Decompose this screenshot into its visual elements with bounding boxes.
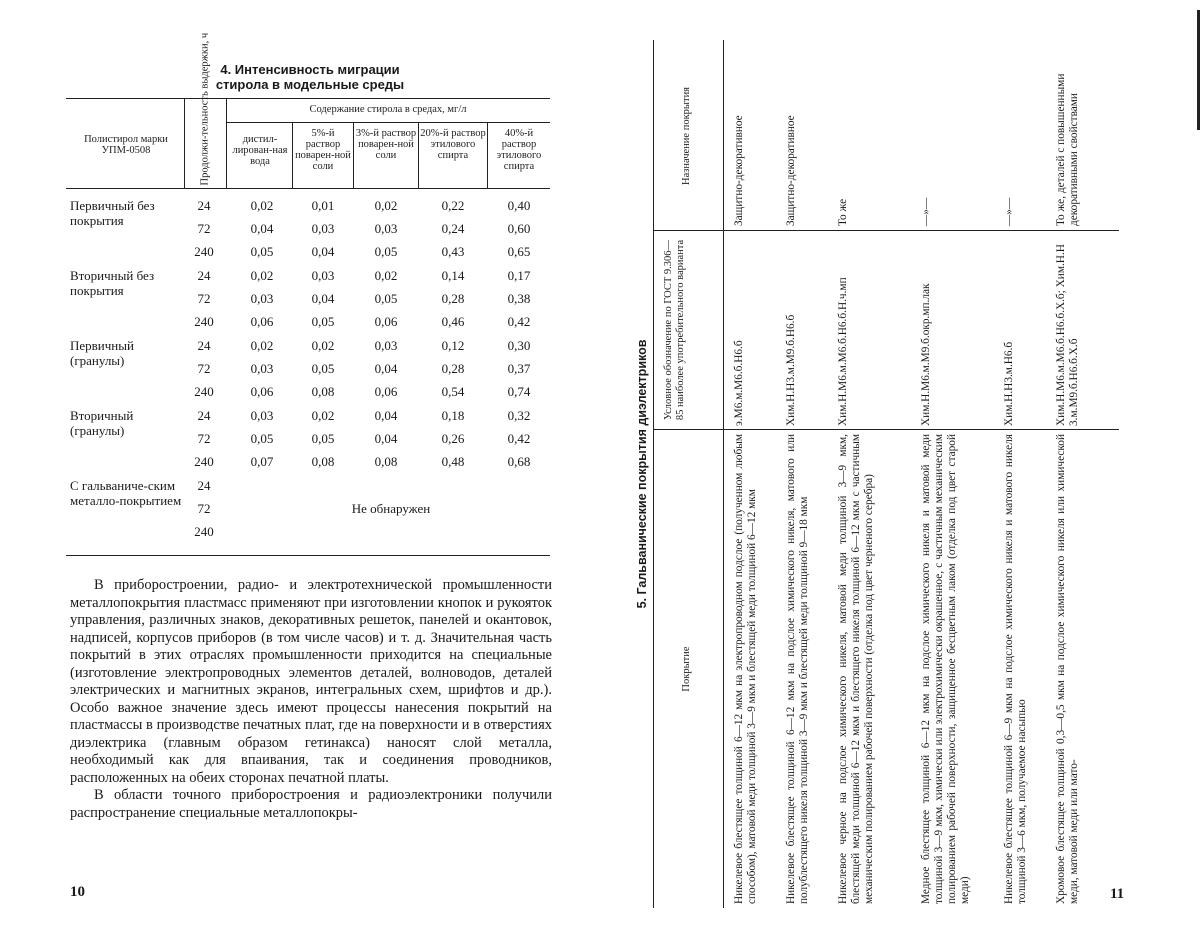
page-number: 10 (70, 884, 85, 900)
value-cell: 0,42 (507, 431, 531, 446)
value-cell: 0,08 (311, 384, 335, 399)
value-cell: 0,06 (250, 384, 274, 399)
value-cell: 0,03 (311, 268, 335, 283)
value-cell: 0,06 (374, 314, 398, 329)
duration-cell: 24 (197, 478, 211, 493)
group-name: Вторичный без покрытия (70, 268, 155, 298)
value-cell: 0,04 (311, 244, 335, 259)
value-cell: 0,28 (441, 291, 465, 306)
value-cell: 0,06 (374, 384, 398, 399)
header-polystyrene: Полистирол марки УПМ-0508 (84, 134, 168, 156)
designation-cell: Хим.Н.М6.м.М9.б.окр.мп.лак (920, 283, 932, 426)
value-cell: 0,02 (250, 338, 274, 353)
designation-cell: Хим.Н.М6.м.М6.б.Н6.б.Н.ч.мп (837, 277, 849, 426)
value-cell: 0,04 (374, 408, 398, 423)
group-name: Первичный (гранулы) (70, 338, 134, 368)
body-text (70, 577, 552, 822)
purpose-cell: Защитно-декоративное (785, 115, 797, 226)
value-cell: 0,05 (374, 291, 398, 306)
header-purpose: Назначение покрытия (681, 86, 692, 186)
purpose-cell: Защитно-декоративное (733, 115, 745, 226)
table4-title-line: 4. Интенсивность миграции (220, 62, 400, 77)
header-medium: 20%-й раствор этилового спирта (420, 128, 486, 161)
duration-cell: 24 (197, 408, 211, 423)
value-cell: 0,03 (374, 221, 398, 236)
value-cell: 0,42 (507, 314, 531, 329)
value-cell: 0,04 (250, 221, 274, 236)
value-cell: 0,04 (374, 431, 398, 446)
header-cover: Покрытие (681, 646, 692, 692)
not-found-note: Не обнаружен (351, 501, 431, 516)
header-medium: 5%-й раствор поварен-ной соли (295, 128, 351, 172)
header-medium: 3%-й раствор поварен-ной соли (355, 128, 417, 161)
designation-cell: Хим.Н.М6.м.М6.б.Н6.б.Х.б; Хим.Н.Н3.м.М9.б.Н6.б.Х.б (1055, 244, 1080, 426)
duration-cell: 72 (197, 501, 211, 516)
value-cell: 0,04 (311, 291, 335, 306)
cover-cell: Никелевое блестящее толщиной 6—9 мкм на подслое химического никеля и матового никеля толщиной 3—6 мкм, получаемое насыпью (1003, 434, 1028, 904)
purpose-cell: То же (837, 198, 849, 226)
value-cell: 0,03 (311, 221, 335, 236)
value-cell: 0,60 (507, 221, 531, 236)
value-cell: 0,03 (250, 408, 274, 423)
group-name: С гальваниче-ским металло-покрытием (70, 478, 182, 508)
table5-title: 5. Гальванические покрытия диэлектриков (635, 339, 649, 609)
header-designation: Условное обозначение по ГОСТ 9.306—85 наиболее употребительного варианта (663, 239, 686, 421)
value-cell: 0,28 (441, 361, 465, 376)
value-cell: 0,30 (507, 338, 531, 353)
cover-cell: Никелевое блестящее толщиной 6—12 мкм на электропроводном подслое (полученном любым способом), матовой меди толщиной 3—9 мкм и блестящей меди толщиной 6—12 мкм (733, 434, 758, 904)
value-cell: 0,74 (507, 384, 531, 399)
table-header-rule (66, 188, 550, 189)
table4-title (70, 62, 550, 92)
duration-cell: 24 (197, 338, 211, 353)
duration-cell: 240 (194, 524, 214, 539)
value-cell: 0,05 (374, 244, 398, 259)
value-cell: 0,03 (250, 361, 274, 376)
value-cell: 0,05 (311, 361, 335, 376)
duration-cell: 24 (197, 268, 211, 283)
value-cell: 0,68 (507, 454, 531, 469)
duration-cell: 240 (194, 314, 214, 329)
cover-cell: Медное блестящее толщиной 6—12 мкм на подслое химического никеля и матовой меди толщиной 3—9 мкм, химически или электрохимически окрашенное, с частичным механическим полированием рабочей поверхности, защищенное бесцветным лаком (отделка под цвет старой меди) (920, 434, 971, 904)
value-cell: 0,05 (311, 431, 335, 446)
duration-cell: 72 (197, 221, 211, 236)
value-cell: 0,08 (311, 454, 335, 469)
duration-cell: 72 (197, 361, 211, 376)
value-cell: 0,02 (311, 408, 335, 423)
value-cell: 0,12 (441, 338, 465, 353)
paragraph: В области точного приборостроения и радиоэлектроники получили распространение специальные металлопокры- (70, 787, 552, 821)
value-cell: 0,43 (441, 244, 465, 259)
header-duration: Продолжи-тельность выдержки, ч (199, 32, 211, 186)
value-cell: 0,46 (441, 314, 465, 329)
value-cell: 0,08 (374, 454, 398, 469)
value-cell: 0,32 (507, 408, 531, 423)
duration-cell: 24 (197, 198, 211, 213)
duration-cell: 240 (194, 454, 214, 469)
group-name: Первичный без покрытия (70, 198, 155, 228)
value-cell: 0,22 (441, 198, 465, 213)
value-cell: 0,02 (250, 268, 274, 283)
duration-cell: 72 (197, 291, 211, 306)
value-cell: 0,17 (507, 268, 531, 283)
value-cell: 0,48 (441, 454, 465, 469)
value-cell: 0,02 (311, 338, 335, 353)
header-media-group: Содержание стирола в средах, мг/л (309, 104, 467, 115)
cover-cell: Никелевое черное на подслое химического никеля, матовой меди толщиной 3—9 мкм, блестящей меди толщиной 6—12 мкм и блестящего никеля толщиной 6—12 мкм с частичным механическим полированием рабочей поверхности (отделка под цвет черненого серебра) (837, 434, 875, 904)
table-top-rule (66, 98, 550, 99)
value-cell: 0,07 (250, 454, 274, 469)
purpose-cell: То же, деталей с повышенными декоративными свойствами (1055, 73, 1080, 226)
header-medium: дистил-лирован-ная вода (232, 134, 288, 167)
group-name: Вторичный (гранулы) (70, 408, 134, 438)
purpose-cell: —»— (920, 197, 932, 226)
table4-title-line: стирола в модельные среды (215, 77, 405, 92)
value-cell: 0,26 (441, 431, 465, 446)
value-cell: 0,37 (507, 361, 531, 376)
paragraph: В приборостроении, радио- и электротехнической промышленности металлопокрытия пластмасс применяют при изготовлении кнопок и рукояток управления, различных знаков, декоративных решеток, панелей и окантовок, надписей, корпусов приборов (в том числе часов) и т. д. Значительная часть покрытий в этих отраслях промышленности приходится на специальные (изготовление электропроводных элементов деталей, волноводов, деталей электрических и магнитных экранов, интегральных схем, шрифтов и др.). Особо важное значение здесь имеют процессы нанесения покрытий на пластмассы в производстве печатных плат, где на поверхности и в отверстиях диэлектрика (главным образом гетинакса) наносят слой металла, необходимый как для впаивания, так и соединения проводников, расположенных на обеих сторонах печатной платы. (70, 577, 552, 786)
value-cell: 0,04 (374, 361, 398, 376)
page-number: 11 (1110, 886, 1125, 902)
duration-cell: 72 (197, 431, 211, 446)
value-cell: 0,02 (250, 198, 274, 213)
designation-cell: Хим.Н.Н3.м.Н6.б (1003, 341, 1015, 426)
value-cell: 0,18 (441, 408, 465, 423)
value-cell: 0,06 (250, 314, 274, 329)
cover-cell: Никелевое блестящее толщиной 6—12 мкм на подслое химического никеля, матового или полублестящего никеля толщиной 3—9 мкм и блестящей меди толщиной 9—18 мкм (785, 434, 810, 904)
value-cell: 0,54 (441, 384, 465, 399)
value-cell: 0,03 (374, 338, 398, 353)
value-cell: 0,40 (507, 198, 531, 213)
cover-cell: Хромовое блестящее толщиной 0,3—0,5 мкм на подслое химического никеля или химической меди, матовой меди или мато- (1055, 434, 1080, 904)
value-cell: 0,65 (507, 244, 531, 259)
coatings-table (633, 40, 1119, 908)
value-cell: 0,24 (441, 221, 465, 236)
value-cell: 0,02 (374, 268, 398, 283)
designation-cell: Хим.Н.Н3.м.М9.б.Н6.б (785, 314, 797, 426)
value-cell: 0,03 (250, 291, 274, 306)
table-bottom-rule (66, 555, 550, 556)
value-cell: 0,05 (250, 431, 274, 446)
value-cell: 0,02 (374, 198, 398, 213)
value-cell: 0,01 (311, 198, 335, 213)
purpose-cell: —»— (1003, 197, 1015, 226)
value-cell: 0,14 (441, 268, 465, 283)
value-cell: 0,38 (507, 291, 531, 306)
designation-cell: э.М6.м.М6.б.Н6.б (733, 340, 745, 426)
duration-cell: 240 (194, 244, 214, 259)
header-medium: 40%-й раствор этилового спирта (496, 128, 542, 172)
value-cell: 0,05 (311, 314, 335, 329)
value-cell: 0,05 (250, 244, 274, 259)
duration-cell: 240 (194, 384, 214, 399)
